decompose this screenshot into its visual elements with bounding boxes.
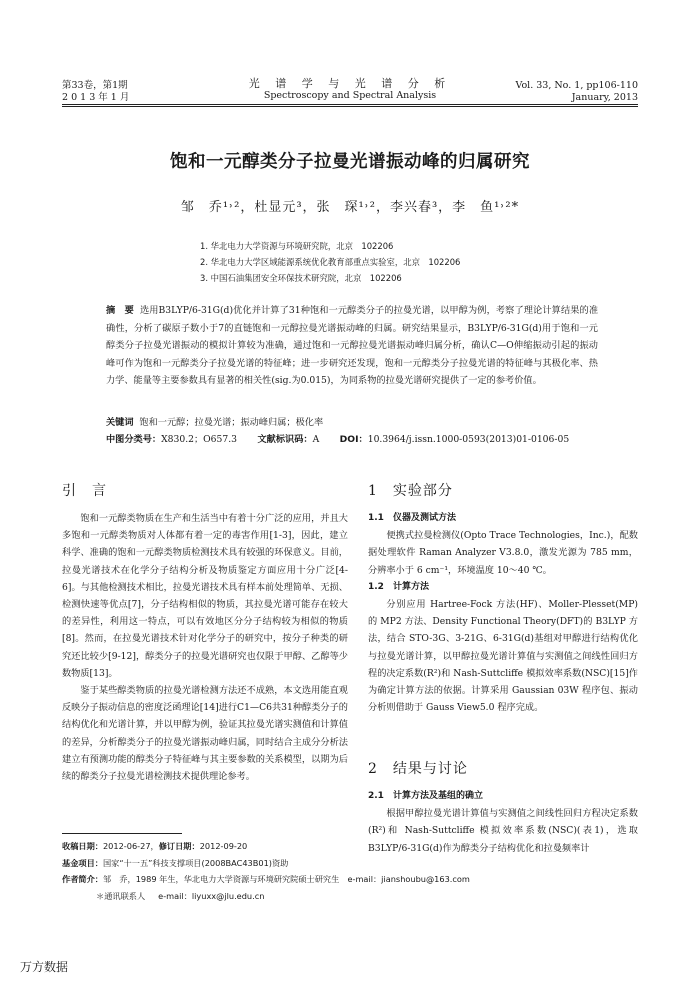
- intro-body: [62, 510, 348, 785]
- clc-value: X830.2；O657.3: [161, 434, 237, 445]
- corresponding-email: e-mail：liyuxx@jlu.edu.cn: [158, 890, 265, 901]
- issue-month: January, 2013: [571, 92, 638, 103]
- corresponding-label: ＊通讯联系人: [96, 890, 146, 901]
- affiliation: 1. 华北电力大学资源与环境研究院，北京 102206: [200, 241, 394, 251]
- affiliation: 2. 华北电力大学区域能源系统优化教育部重点实验室，北京 102206: [200, 257, 461, 267]
- doi-label: DOI：: [339, 434, 368, 445]
- paper-title: 饱和一元醇类分子拉曼光谱振动峰的归属研究: [170, 152, 530, 172]
- keywords-label: 关键词: [106, 417, 134, 428]
- vol-pages: Vol. 33, No. 1, pp106-110: [515, 80, 638, 91]
- journal-title-zh: 光 谱 学 与 光 谱 分 析: [248, 77, 452, 90]
- volume-issue: 第33卷，第1期: [62, 80, 128, 91]
- received-date: 2012-06-27，: [102, 841, 159, 851]
- abstract-label: 摘 要: [106, 305, 134, 316]
- subsection-title: 1.1 仪器及测试方法: [368, 513, 456, 523]
- footnote-rule: [62, 833, 182, 834]
- revised-label: 修订日期：: [158, 841, 200, 851]
- abstract-text: 选用B3LYP/6-31G(d)优化并计算了31种饱和一元醇类分子的拉曼光谱，以甲醇为例，考察了理论计算结果的准确性，分析了碳原子数小于7的直链饱和一元醇拉曼光谱振动峰的归属。研究结果显示，B3LYP/6-31G(d)用于饱和一元醇类分子拉曼光谱振动的模拟计算较为准确，通过饱和一元醇拉曼光谱振动峰归属分析，确认C—O伸缩振动引起的振动峰可作为饱和一元醇类分子拉曼光谱的特征峰；进一步研究还发现，饱和一元醇类分子拉曼光谱的特征峰与其极化率、热力学、能量等主要参数具有显著的相关性(sig.为0.015)，为同系物的拉曼光谱研究提供了一定的参考价值。: [106, 305, 599, 386]
- doc-code-label: 文献标识码：: [257, 434, 313, 445]
- doc-code-value: A: [312, 434, 320, 445]
- journal-title-en: Spectroscopy and Spectral Analysis: [263, 90, 437, 101]
- paragraph: 饱和一元醇类物质在生产和生活当中有着十分广泛的应用，并且大多饱和一元醇类物质对人体都有着一定的毒害作用[1-3]，因此，建立科学、准确的饱和一元醇类物质检测技术具有较强的环保意义。目前，拉曼光谱技术在化学分子结构分析及物质鉴定方面应用十分广泛[4-6]。与其他检测技术相比，拉曼光谱技术具有样本前处理简单、无损、检测快速等优点[7]，分子结构相似的物质，其拉曼光谱可能存在较大的差异性，利用这一特点，可以有效地区分分子结构较为相似的物质[8]。然而，在拉曼光谱技术针对化学分子的研究中，按分子种类的研究还比较少[9-12]，醇类分子的拉曼光谱研究也仅限于甲醇、乙醇等少数物质[13]。: [62, 513, 348, 679]
- revised-date: 2012-09-20: [199, 841, 248, 851]
- paragraph: 根据甲醇拉曼光谱计算值与实测值之间线性回归方程决定系数(R²)和 Nash-Suttcliffe 模拟效率系数(NSC)(表1)，选取 B3LYP/6-31G(d)作为醇类分子结构优化和拉曼频率计: [368, 808, 638, 854]
- fund-text: 国家“十一五”科技支撑项目(2008BAC43B01)资助: [102, 857, 289, 868]
- results-heading: 2 结果与讨论: [368, 761, 468, 777]
- issue-date: 2 0 1 3 年 1 月: [62, 92, 130, 103]
- paragraph: 便携式拉曼检测仪(Opto Trace Technologies，Inc.)，配数据处理软件 Raman Analyzer V3.8.0，激发光源为 785 mm，分辨率小于 6 cm⁻¹，环境温度 10～40 ℃。: [368, 530, 638, 576]
- subsection-title: 2.1 计算方法及基组的确立: [368, 791, 483, 801]
- affiliation: 3. 中国石油集团安全环保技术研究院，北京 102206: [200, 273, 402, 283]
- watermark: 万方数据: [20, 960, 69, 974]
- intro-heading: 引 言: [62, 483, 107, 499]
- header-rule-thin: [62, 106, 638, 107]
- doi-value: 10.3964/j.issn.1000-0593(2013)01-0106-05: [367, 434, 570, 445]
- paragraph: 分别应用 Hartree-Fock 方法(HF)、Moller-Plesset(MP)的 MP2 方法、Density Functional Theory(DFT)的 B3LYP 方法，结合 STO-3G、3-21G、6-31G(d)基组对甲醇进行结构优化与拉曼光谱计算，以甲醇拉曼光谱计算值与实测值之间线性回归方程的决定系数(R²)和 Nash-Suttcliffe 模拟效率系数(NSC)[15]作为确定计算方法的依据。计算采用 Gaussian 03W 程序包、振动分析则借助于 Gauss View5.0 程序完成。: [368, 599, 638, 714]
- subsection-title: 1.2 计算方法: [368, 581, 429, 592]
- clc-label: 中图分类号：: [106, 434, 162, 445]
- author-list: 邹 乔¹˒²，杜显元³，张 琛¹˒²，李兴春³，李 鱼¹˒²*: [180, 200, 520, 215]
- keywords-text: 饱和一元醇；拉曼光谱；振动峰归属；极化率: [139, 417, 324, 428]
- abstract: [106, 302, 598, 390]
- experiment-heading: 1 实验部分: [368, 483, 453, 499]
- experiment-body: [368, 510, 638, 716]
- journal-pages-info: [515, 80, 638, 104]
- author-bio: 邹 乔，1989 年生，华北电力大学资源与环境研究院硕士研究生 e-mail：jianshoubu@163.com: [102, 874, 470, 884]
- paragraph: 鉴于某些醇类物质的拉曼光谱检测方法还不成熟，本文选用能直观反映分子振动信息的密度泛函理论[14]进行C1—C6共31种醇类分子的结构优化和光谱计算，并以甲醇为例，验证其拉曼光谱实测值和计算值的差异，分析醇类分子的拉曼光谱振动峰归属，同时结合主成分分析法建立有预测功能的醇类分子特征峰与其主要参数的关系模型，以期为后续的醇类分子拉曼光谱检测技术提供理论参考。: [62, 685, 348, 783]
- affiliations: [200, 238, 460, 286]
- author-bio-label: 作者简介：: [62, 874, 103, 884]
- received-label: 收稿日期：: [62, 841, 103, 851]
- header-rule: [62, 104, 638, 105]
- keywords-block: [106, 414, 569, 448]
- footnotes: [62, 838, 470, 904]
- fund-label: 基金项目：: [62, 857, 103, 868]
